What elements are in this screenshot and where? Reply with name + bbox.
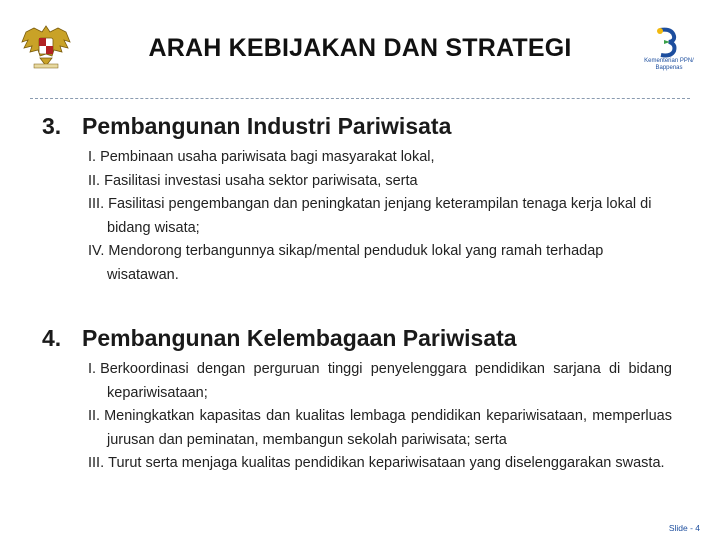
item-text: Fasilitasi investasi usaha sektor pariwisata, serta: [104, 172, 418, 189]
slide-number: Slide - 4: [668, 523, 700, 533]
list-item: [88, 170, 672, 194]
item-numeral: I.: [88, 361, 97, 377]
item-text: Pembinaan usaha pariwisata bagi masyarakat lokal,: [100, 149, 435, 165]
list-item: [88, 405, 672, 452]
title-divider: [30, 98, 690, 99]
section-number: 4.: [42, 325, 62, 351]
logo-text-line: Kementerian PPN/: [644, 58, 694, 64]
section-number: 3.: [42, 113, 62, 139]
item-numeral: IV.: [88, 243, 105, 259]
section-list: [88, 358, 672, 476]
section-heading: [42, 113, 451, 140]
list-item: [88, 240, 672, 287]
section-title: Pembangunan Industri Pariwisata: [82, 113, 452, 139]
item-numeral: II.: [88, 408, 101, 424]
page-title: ARAH KEBIJAKAN DAN STRATEGI: [148, 34, 572, 62]
item-text: Fasilitasi pengembangan dan peningkatan jenjang keterampilan tenaga kerja lokal di bidang wisata;: [107, 196, 652, 236]
item-text: Turut serta menjaga kualitas pendidikan kepariwisataan yang diselenggarakan swasta.: [108, 455, 665, 471]
logo-text-line: Bappenas: [655, 65, 683, 71]
list-item: [88, 193, 672, 240]
item-text: Mendorong terbangunnya sikap/mental penduduk lokal yang ramah terhadap wisatawan.: [107, 243, 604, 283]
item-numeral: III.: [88, 455, 105, 471]
list-item: [88, 452, 672, 476]
section-title: Pembangunan Kelembagaan Pariwisata: [82, 325, 517, 351]
item-numeral: I.: [88, 149, 97, 165]
section-list: [88, 146, 672, 287]
item-text: Berkoordinasi dengan perguruan tinggi penyelenggara pendidikan sarjana di bidang kepariwisataan;: [100, 361, 672, 401]
item-numeral: II.: [88, 172, 101, 189]
list-item: [88, 358, 672, 405]
list-item: [88, 146, 672, 170]
item-numeral: III.: [88, 196, 105, 212]
section-heading: [42, 325, 517, 352]
item-text: Meningkatkan kapasitas dan kualitas lembaga pendidikan kepariwisataan, memperluas jurusan dan peminatan, membangun sekolah pariwisata; serta: [104, 408, 672, 448]
